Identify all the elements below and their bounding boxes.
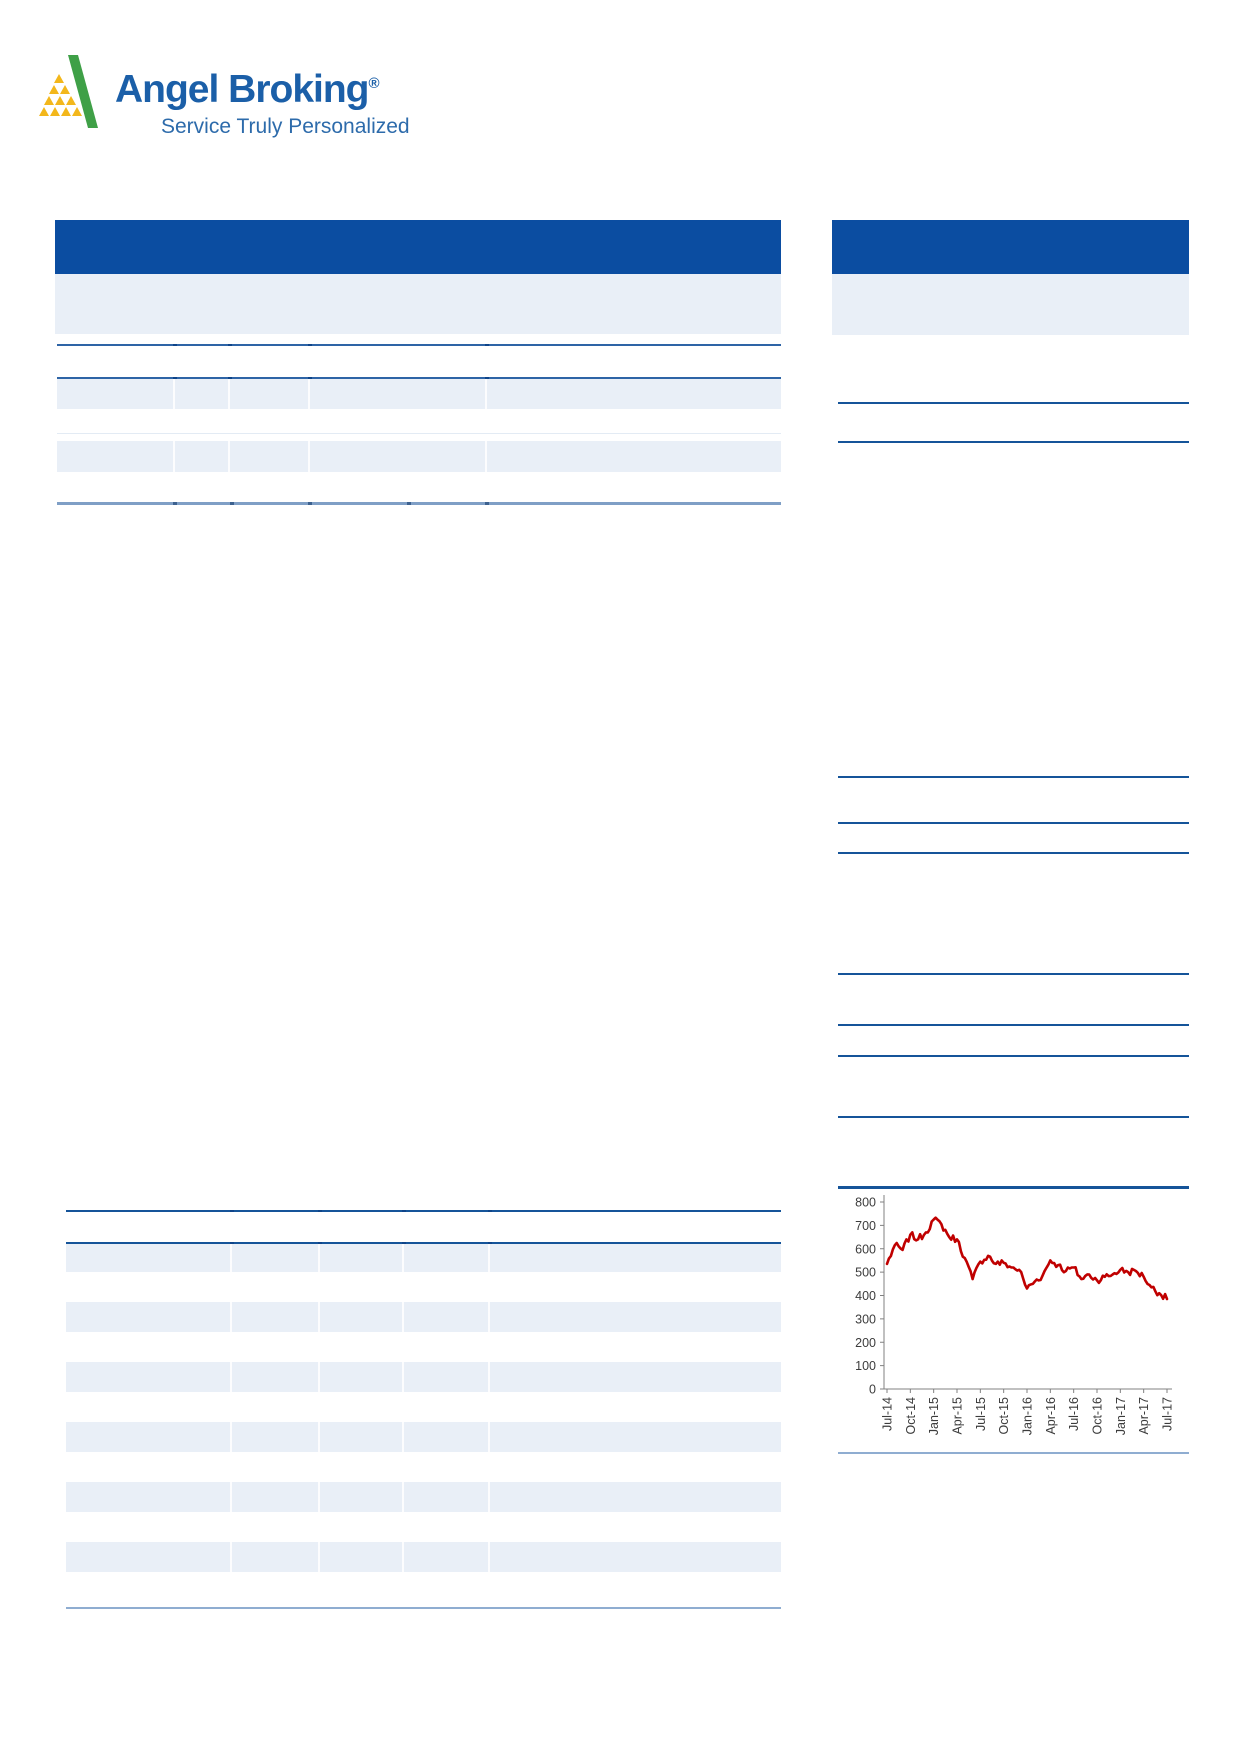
svg-text:Jan-15: Jan-15 (927, 1397, 942, 1436)
right-rule-line (838, 973, 1189, 975)
angel-broking-logo (35, 52, 410, 139)
right-rule-line (838, 852, 1189, 854)
svg-text:600: 600 (855, 1242, 876, 1257)
upper-table-top-rule (57, 344, 781, 346)
price-chart (838, 1190, 1190, 1456)
chart-bottom-rule (838, 1452, 1189, 1454)
svg-text:400: 400 (855, 1289, 876, 1303)
svg-text:Oct-14: Oct-14 (903, 1397, 918, 1435)
table-row (66, 1362, 781, 1392)
right-header-bar (832, 220, 1189, 274)
lower-table-bottom-rule (66, 1607, 781, 1609)
svg-text:Jul-16: Jul-16 (1067, 1397, 1082, 1432)
chart-top-rule (838, 1186, 1189, 1189)
svg-text:500: 500 (855, 1265, 876, 1280)
right-rule-line (838, 1055, 1189, 1057)
upper-table-row (57, 441, 781, 472)
svg-text:100: 100 (855, 1359, 876, 1374)
svg-text:Jan-16: Jan-16 (1020, 1397, 1035, 1436)
svg-text:Oct-16: Oct-16 (1090, 1397, 1105, 1435)
svg-text:800: 800 (855, 1195, 876, 1210)
svg-text:700: 700 (855, 1218, 876, 1233)
table-row (66, 1302, 781, 1332)
svg-text:300: 300 (855, 1312, 876, 1327)
table-row (66, 1244, 781, 1272)
svg-text:200: 200 (855, 1335, 876, 1350)
svg-text:Apr-15: Apr-15 (950, 1397, 965, 1435)
right-rule-line (838, 441, 1189, 443)
svg-text:Apr-17: Apr-17 (1137, 1397, 1152, 1435)
right-rule-line (838, 402, 1189, 404)
svg-text:Apr-16: Apr-16 (1043, 1397, 1058, 1435)
upper-table-row (57, 379, 781, 409)
svg-text:Jul-15: Jul-15 (973, 1397, 988, 1432)
left-header-bar (55, 220, 781, 274)
lower-table-header-rule (66, 1210, 781, 1212)
left-subheader-row (55, 274, 781, 334)
svg-text:0: 0 (869, 1382, 876, 1397)
svg-text:Jul-14: Jul-14 (880, 1397, 895, 1432)
right-info-row (832, 274, 1189, 335)
upper-table-bottom-rule (57, 502, 781, 505)
logo-text (115, 52, 410, 139)
right-rule-line (838, 1024, 1189, 1026)
table-row (66, 1542, 781, 1572)
svg-text:Oct-15: Oct-15 (997, 1397, 1012, 1435)
svg-text:Jul-17: Jul-17 (1160, 1397, 1175, 1432)
brand-name: Angel Broking® (115, 68, 379, 111)
registered-mark: ® (368, 75, 379, 92)
svg-text:Jan-17: Jan-17 (1113, 1397, 1128, 1436)
logo-mark-icon (35, 52, 101, 132)
upper-table-faint-rule (57, 433, 781, 434)
right-rule-line (838, 776, 1189, 778)
brand-tagline: Service Truly Personalized (161, 114, 410, 138)
right-rule-line (838, 822, 1189, 824)
right-rule-line (838, 1116, 1189, 1118)
table-row (66, 1422, 781, 1452)
table-row (66, 1482, 781, 1512)
